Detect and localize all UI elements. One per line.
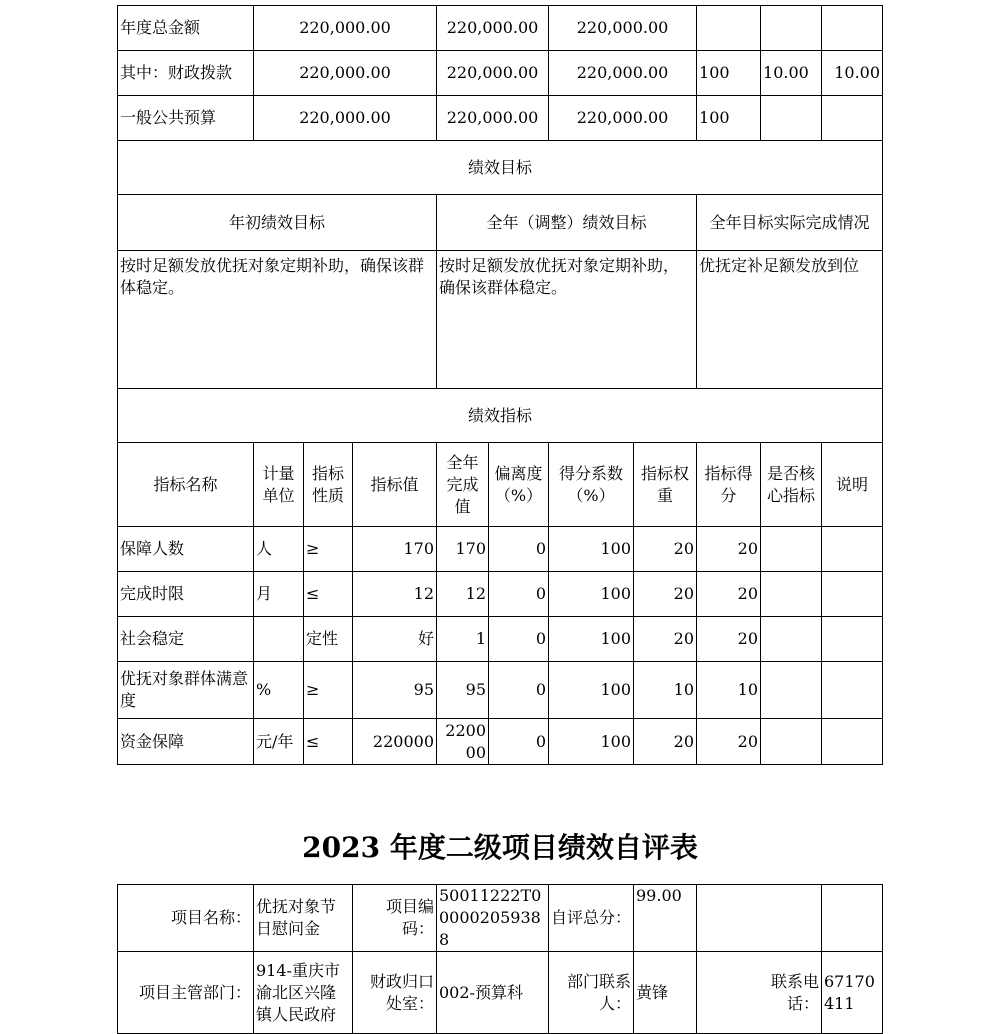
empty-cell — [697, 885, 822, 952]
indicators-section-title: 绩效指标 — [118, 389, 883, 443]
funds-cell — [761, 6, 822, 51]
funds-cell: 220,000.00 — [549, 96, 697, 141]
indicator-name: 完成时限 — [118, 572, 254, 617]
indicator-core — [761, 662, 822, 719]
contact-label: 部门联系人： — [549, 952, 634, 1034]
indicator-nature: ≥ — [304, 527, 353, 572]
funds-cell: 220,000.00 — [549, 51, 697, 96]
indicator-weight: 20 — [634, 572, 697, 617]
indicator-name: 社会稳定 — [118, 617, 254, 662]
dept-label: 项目主管部门： — [118, 952, 254, 1034]
funds-cell: 220,000.00 — [437, 96, 549, 141]
indicator-row — [118, 617, 883, 662]
indicator-score: 10 — [697, 662, 761, 719]
self-score-label: 自评总分： — [549, 885, 634, 952]
funds-cell: 100 — [697, 96, 761, 141]
indicator-value: 220000 — [353, 719, 437, 765]
header-cell: 得分系数（%） — [549, 443, 634, 527]
indicator-coefficient: 100 — [549, 572, 634, 617]
indicator-note — [822, 527, 883, 572]
funds-cell: 220,000.00 — [437, 51, 549, 96]
funds-row — [118, 96, 883, 141]
indicator-deviation: 0 — [489, 527, 549, 572]
indicator-done: 170 — [437, 527, 489, 572]
project-info-table — [117, 884, 883, 1034]
indicator-unit: % — [254, 662, 304, 719]
indicator-coefficient: 100 — [549, 527, 634, 572]
header-cell: 偏离度（%） — [489, 443, 549, 527]
indicator-row — [118, 719, 883, 765]
indicator-value: 好 — [353, 617, 437, 662]
indicator-deviation: 0 — [489, 719, 549, 765]
indicator-note — [822, 617, 883, 662]
project-info-row — [118, 885, 883, 952]
indicator-coefficient: 100 — [549, 719, 634, 765]
header-cell: 指标性质 — [304, 443, 353, 527]
indicator-weight: 20 — [634, 617, 697, 662]
indicator-score: 20 — [697, 719, 761, 765]
indicator-done: 220000 — [437, 719, 489, 765]
indicator-note — [822, 662, 883, 719]
funds-cell — [822, 6, 883, 51]
indicator-coefficient: 100 — [549, 662, 634, 719]
indicator-deviation: 0 — [489, 662, 549, 719]
indicator-name: 资金保障 — [118, 719, 254, 765]
funds-label: 年度总金额 — [118, 6, 254, 51]
indicator-unit: 月 — [254, 572, 304, 617]
phone-value: 67170411 — [822, 952, 883, 1034]
empty-cell — [822, 885, 883, 952]
header-cell: 说明 — [822, 443, 883, 527]
indicators-header-row — [118, 443, 883, 527]
indicator-core — [761, 617, 822, 662]
contact-value: 黄锋 — [634, 952, 697, 1034]
indicator-score: 20 — [697, 617, 761, 662]
header-cell: 全年完成值 — [437, 443, 489, 527]
funds-row — [118, 6, 883, 51]
indicator-weight: 20 — [634, 719, 697, 765]
funds-cell — [697, 6, 761, 51]
indicator-nature: ≥ — [304, 662, 353, 719]
indicator-deviation: 0 — [489, 617, 549, 662]
funds-cell: 10.00 — [761, 51, 822, 96]
header-cell: 指标名称 — [118, 443, 254, 527]
indicator-value: 170 — [353, 527, 437, 572]
indicator-score: 20 — [697, 572, 761, 617]
goal-adjusted-text: 按时足额发放优抚对象定期补助，确保该群体稳定。 — [437, 251, 697, 389]
indicator-weight: 20 — [634, 527, 697, 572]
indicator-nature: ≤ — [304, 572, 353, 617]
form-title: 2023 年度二级项目绩效自评表 — [302, 831, 698, 864]
funds-cell: 100 — [697, 51, 761, 96]
indicator-note — [822, 572, 883, 617]
funds-label: 一般公共预算 — [118, 96, 254, 141]
indicator-unit: 人 — [254, 527, 304, 572]
header-cell: 计量单位 — [254, 443, 304, 527]
indicator-row — [118, 572, 883, 617]
indicator-unit — [254, 617, 304, 662]
goals-header-adjusted: 全年（调整）绩效目标 — [437, 195, 697, 251]
funds-cell — [822, 96, 883, 141]
header-cell: 指标得分 — [697, 443, 761, 527]
goal-initial-text: 按时足额发放优抚对象定期补助，确保该群体稳定。 — [118, 251, 437, 389]
indicator-row — [118, 662, 883, 719]
funds-label: 其中：财政拨款 — [118, 51, 254, 96]
self-score-value: 99.00 — [634, 885, 697, 952]
funds-cell: 220,000.00 — [549, 6, 697, 51]
funds-cell — [761, 96, 822, 141]
indicator-unit: 元/年 — [254, 719, 304, 765]
indicator-weight: 10 — [634, 662, 697, 719]
header-cell: 指标值 — [353, 443, 437, 527]
funds-cell: 220,000.00 — [437, 6, 549, 51]
goals-header-actual: 全年目标实际完成情况 — [697, 195, 883, 251]
goals-section-title: 绩效目标 — [118, 141, 883, 195]
performance-table — [117, 5, 883, 765]
dept-value: 914-重庆市渝北区兴隆镇人民政府 — [254, 952, 353, 1034]
indicator-core — [761, 527, 822, 572]
goal-actual-text: 优抚定补足额发放到位 — [697, 251, 883, 389]
header-cell: 是否核心指标 — [761, 443, 822, 527]
phone-label: 联系电话： — [697, 952, 822, 1034]
indicator-score: 20 — [697, 527, 761, 572]
indicator-row — [118, 527, 883, 572]
funds-cell: 220,000.00 — [254, 96, 437, 141]
indicator-nature: ≤ — [304, 719, 353, 765]
funds-cell: 220,000.00 — [254, 6, 437, 51]
funds-cell: 10.00 — [822, 51, 883, 96]
indicator-done: 12 — [437, 572, 489, 617]
indicator-value: 95 — [353, 662, 437, 719]
project-name-label: 项目名称： — [118, 885, 254, 952]
goals-header-initial: 年初绩效目标 — [118, 195, 437, 251]
indicator-nature: 定性 — [304, 617, 353, 662]
indicator-value: 12 — [353, 572, 437, 617]
indicator-name: 优抚对象群体满意度 — [118, 662, 254, 719]
office-label: 财政归口处室： — [353, 952, 437, 1034]
indicator-coefficient: 100 — [549, 617, 634, 662]
project-name-value: 优抚对象节日慰问金 — [254, 885, 353, 952]
indicator-note — [822, 719, 883, 765]
funds-row — [118, 51, 883, 96]
project-code-label: 项目编码： — [353, 885, 437, 952]
project-code-value: 50011222T000002059388 — [437, 885, 549, 952]
office-value: 002-预算科 — [437, 952, 549, 1034]
indicator-name: 保障人数 — [118, 527, 254, 572]
indicator-deviation: 0 — [489, 572, 549, 617]
funds-cell: 220,000.00 — [254, 51, 437, 96]
header-cell: 指标权重 — [634, 443, 697, 527]
indicator-core — [761, 719, 822, 765]
indicator-done: 1 — [437, 617, 489, 662]
project-info-row — [118, 952, 883, 1034]
indicator-core — [761, 572, 822, 617]
indicator-done: 95 — [437, 662, 489, 719]
